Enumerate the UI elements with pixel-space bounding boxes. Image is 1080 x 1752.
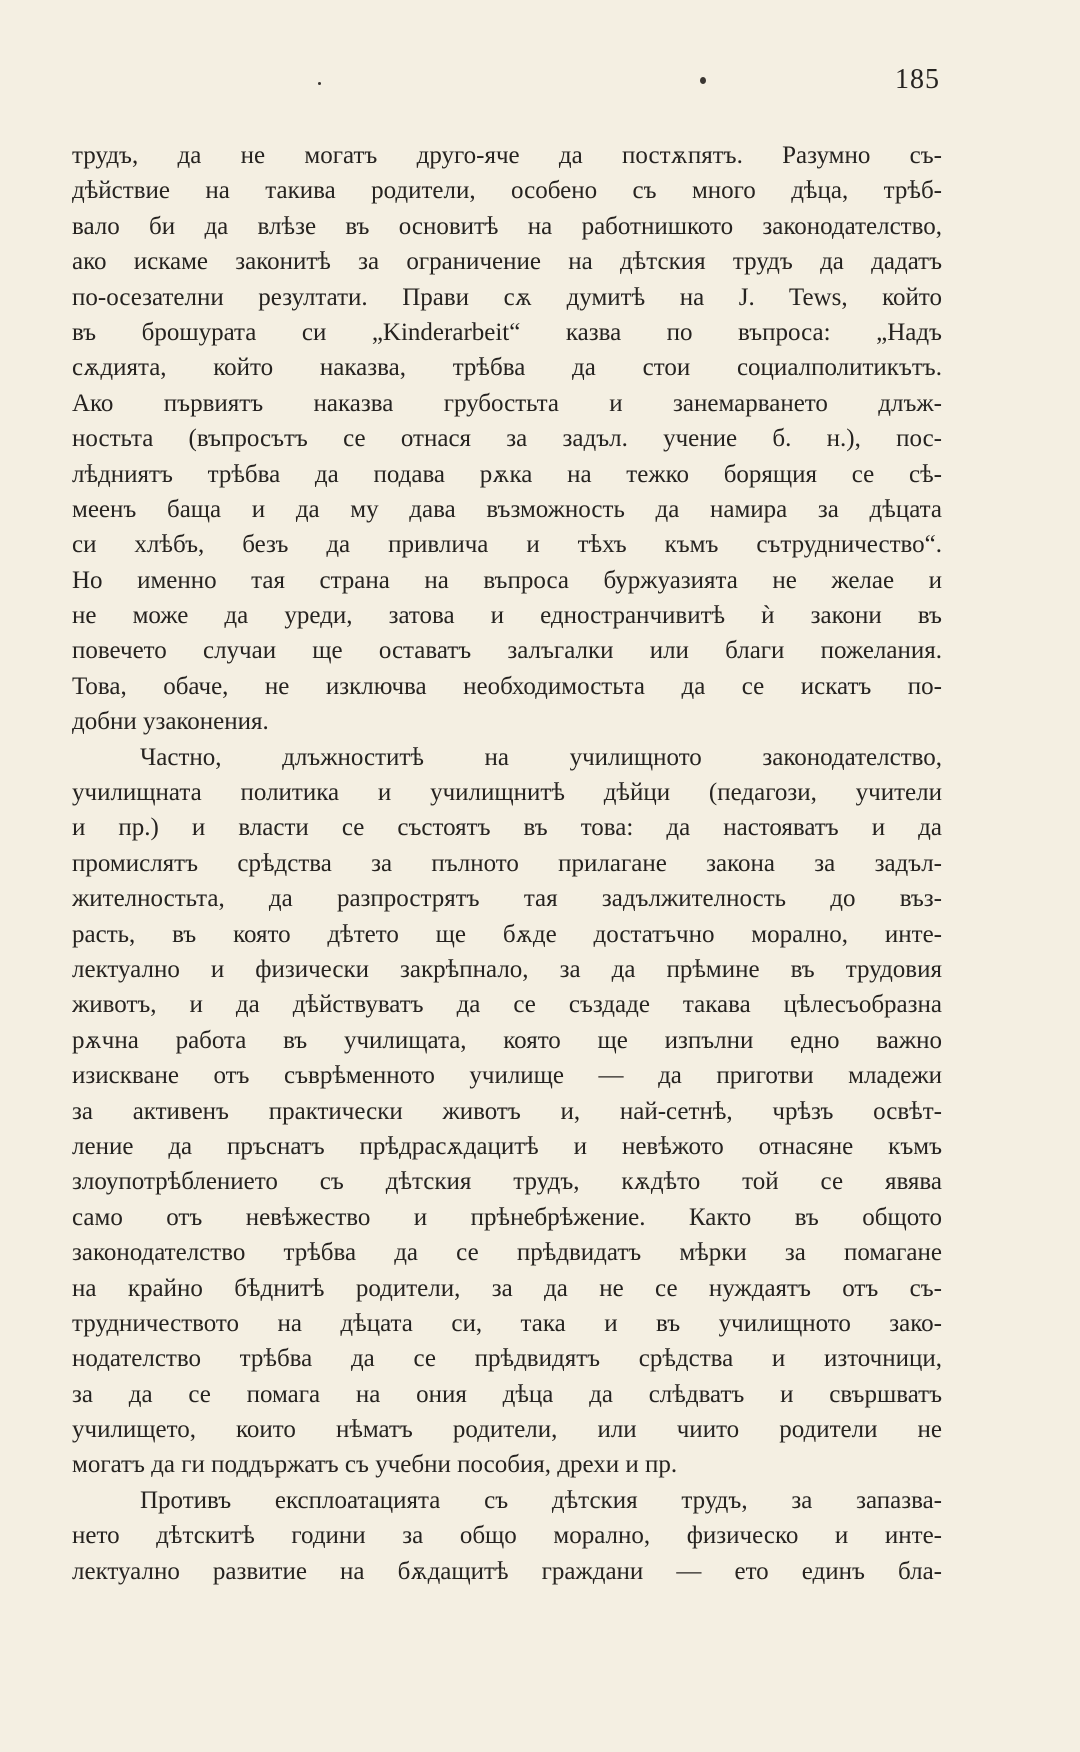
text-line: Ако първиятъ наказва грубостьта и занемарването длъж- — [72, 389, 942, 417]
text-line: дѣйствие на такива родители, особено съ много дѣца, трѣб- — [72, 177, 942, 205]
text-line: на крайно бѣднитѣ родители, за да не се нуждаятъ отъ съ- — [72, 1274, 942, 1302]
text-line: и пр.) и власти се състоятъ въ това: да настояватъ и да — [72, 814, 942, 842]
text-line: могатъ да ги поддържатъ съ учебни пособия, дрехи и пр. — [72, 1451, 678, 1479]
text-line: Но именно тая страна на въпроса буржуазията не желае и — [72, 566, 942, 594]
text-line: си хлѣбъ, безъ да привлича и тѣхъ къмъ сътрудничество“. — [72, 531, 942, 559]
text-line: Противъ експлоатацията съ дѣтския трудъ, за запазва- — [140, 1486, 942, 1514]
text-line: расть, въ която дѣтето ще бѫде достатъчно морално, инте- — [72, 920, 942, 948]
text-line: Това, обаче, не изключва необходимостьта да се искатъ по- — [72, 672, 942, 700]
ink-speck-decoration — [700, 77, 706, 84]
text-line: нодателство трѣбва да се прѣдвидятъ срѣдства и източници, — [72, 1345, 942, 1373]
paragraph — [72, 1483, 942, 1589]
text-line: ако искаме законитѣ за ограничение на дѣтския трудъ да дадатъ — [72, 248, 942, 276]
paragraph — [72, 740, 942, 1483]
text-line: промислятъ срѣдства за пълното прилагане закона за задъл- — [72, 849, 942, 877]
text-line: жителностьта, да разпрострятъ тая задължителность до въз- — [72, 885, 942, 913]
text-line: само отъ невѣжество и прѣнебрѣжение. Както въ общото — [72, 1203, 942, 1231]
text-line: сѫдията, който наказва, трѣбва да стои социалполитикътъ. — [72, 354, 942, 382]
ink-speck-decoration — [318, 82, 321, 85]
text-line: училището, които нѣматъ родители, или чиито родители не — [72, 1416, 942, 1444]
text-column — [72, 138, 942, 1589]
text-line: изискване отъ съврѣменното училище — да приготви младежи — [72, 1062, 942, 1090]
text-line: животъ, и да дѣйствуватъ да се създаде такава цѣлесъобразна — [72, 991, 942, 1019]
text-line: рѫчна работа въ училищата, която ще изпълни едно важно — [72, 1026, 942, 1054]
text-line: Частно, длъжноститѣ на училищното законодателство, — [140, 743, 942, 771]
page-number: 185 — [895, 64, 940, 95]
text-line: злоупотрѣблението съ дѣтския трудъ, кѫдѣто той се явява — [72, 1168, 942, 1196]
text-line: за да се помага на ония дѣца да слѣдватъ и свършватъ — [72, 1380, 942, 1408]
text-line: трудничеството на дѣцата си, така и въ училищното зако- — [72, 1309, 942, 1337]
text-line: въ брошурата си „Kinderarbeit“ казва по въпроса: „Надъ — [72, 318, 942, 346]
text-line: вало би да влѣзе въ основитѣ на работнишкото законодателство, — [72, 212, 942, 240]
text-line: меенъ баща и да му дава възможность да намира за дѣцата — [72, 495, 942, 523]
text-line: не може да уреди, затова и едностранчивитѣ ѝ закони въ — [72, 602, 942, 630]
text-line: добни узаконения. — [72, 708, 269, 736]
text-line: ление да пръснатъ прѣдрасѫдацитѣ и невѣжото отнасяне къмъ — [72, 1132, 942, 1160]
paragraph — [72, 138, 942, 740]
text-line: лектуално развитие на бѫдащитѣ граждани — ето единъ бла- — [72, 1557, 942, 1585]
text-line: по-осезателни резултати. Прави сѫ думитѣ на J. Tews, който — [72, 283, 942, 311]
text-line: законодателство трѣбва да се прѣдвидатъ мѣрки за помагане — [72, 1239, 942, 1267]
text-line: трудъ, да не могатъ друго-яче да постѫпятъ. Разумно съ- — [72, 142, 942, 169]
text-line: повечето случаи ще оставатъ залъгалки или благи пожелания. — [72, 637, 942, 665]
text-line: лѣдниятъ трѣбва да подава рѫка на тежко борящия се сѣ- — [72, 460, 942, 488]
text-line: нето дѣтскитѣ години за общо морално, физическо и инте- — [72, 1522, 942, 1550]
text-line: лектуално и физически закрѣпнало, за да прѣмине въ трудовия — [72, 955, 942, 983]
text-line: ностьта (въпросътъ се отнася за задъл. учение б. н.), пос- — [72, 425, 942, 453]
text-line: за активенъ практически животъ и, най-сетнѣ, чрѣзъ освѣт- — [72, 1097, 942, 1125]
text-line: училищната политика и училищнитѣ дѣйци (педагози, учители — [72, 779, 942, 807]
